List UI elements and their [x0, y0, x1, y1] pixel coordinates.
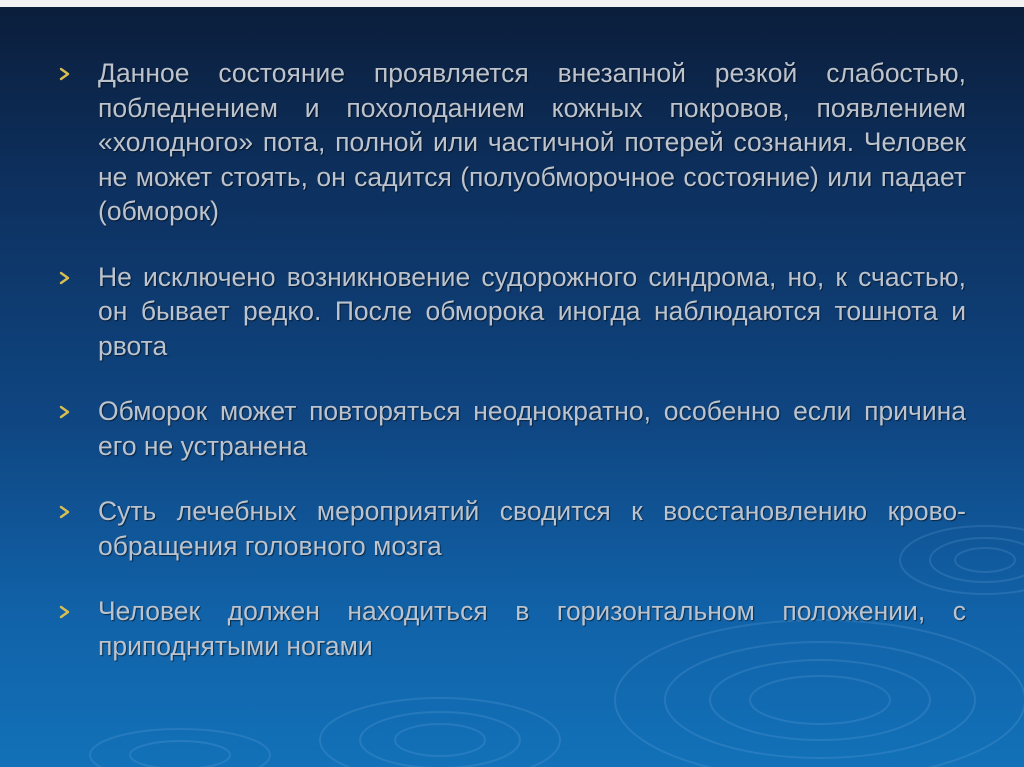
list-item	[58, 594, 966, 663]
list-item	[58, 260, 966, 364]
chevron-right-icon	[58, 594, 98, 630]
list-item-text: Суть лечебных мероприятий сводится к восстановлению кровообращения головного мозга	[98, 496, 966, 561]
chevron-right-icon	[58, 260, 98, 296]
list-item-text: Не исключено возникновение судорожного синдрома, но, к счастью, он бывает редко. После обморока иногда наблюдаются тошнота и рвота	[98, 261, 966, 361]
list-item-text: Обморок может повторяться неоднократно, особенно если причина его не устранена	[98, 396, 966, 461]
list-item-text: Человек должен находиться в горизонтальном положении, с приподнятыми ногами	[98, 596, 966, 661]
top-border	[0, 0, 1024, 7]
list-item	[58, 494, 966, 563]
chevron-right-icon	[58, 394, 98, 430]
list-item-text: Данное состояние проявляется внезапной резкой слабостью, побледнением и похолоданием кожных покровов, появлением «холодного» пота, полной или частичной потерей сознания. Человек не может стоять, он садится (полуобморочное состояние) или падает (обморок)	[98, 58, 966, 226]
list-item	[58, 394, 966, 463]
chevron-right-icon	[58, 56, 98, 92]
list-item	[58, 56, 966, 229]
bullet-list	[58, 56, 966, 694]
chevron-right-icon	[58, 494, 98, 530]
